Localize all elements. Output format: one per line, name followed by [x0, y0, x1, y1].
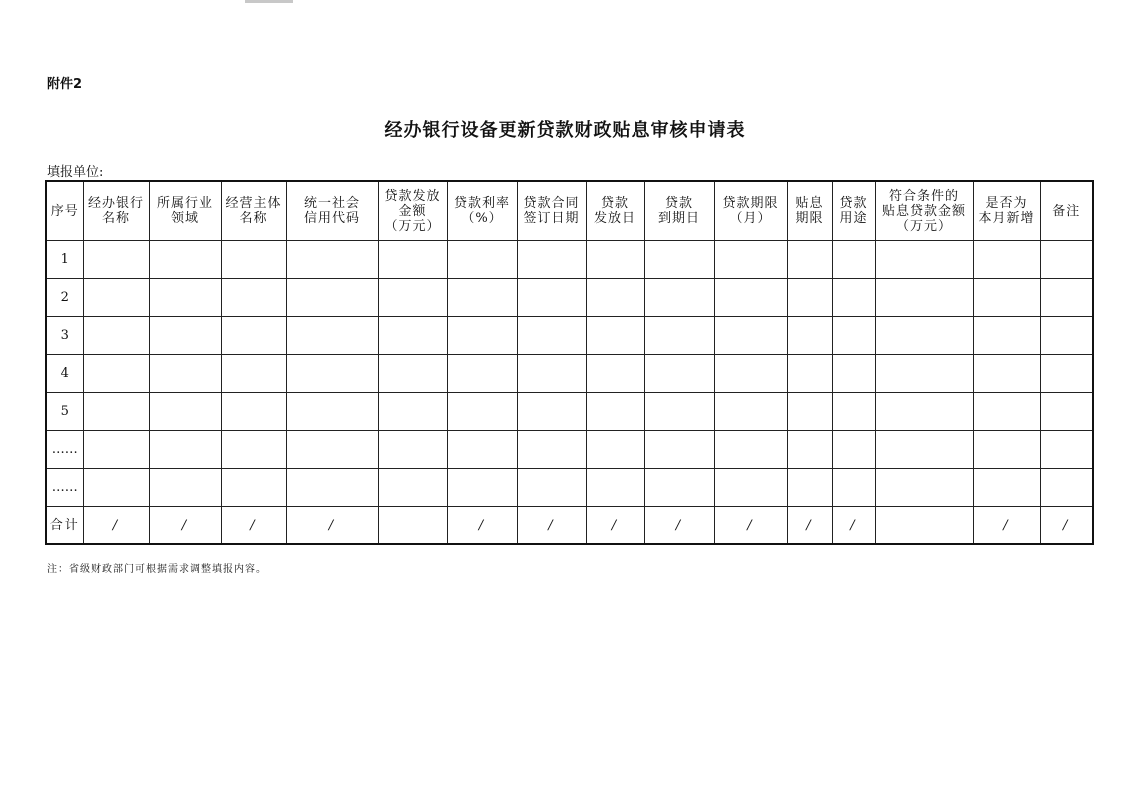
column-header-line: 贷款 — [664, 196, 693, 211]
column-header-line: 贴息贷款金额 — [881, 203, 966, 219]
form-title: 经办银行设备更新贷款财政贴息审核申请表 — [384, 120, 746, 141]
column-header — [973, 181, 1040, 241]
blank-cell[interactable] — [83, 279, 149, 317]
column-header-line: 贷款合同 — [523, 196, 580, 211]
blank-cell[interactable] — [875, 241, 973, 279]
blank-cell[interactable] — [447, 317, 517, 355]
blank-cell[interactable] — [973, 355, 1040, 393]
column-header-line: 贴息 — [795, 196, 824, 211]
blank-cell[interactable] — [517, 279, 586, 317]
blank-cell[interactable] — [714, 355, 787, 393]
blank-cell[interactable] — [1040, 431, 1093, 469]
blank-cell[interactable] — [447, 393, 517, 431]
column-header — [787, 181, 832, 241]
column-header-line: 贷款期限 — [722, 196, 779, 211]
attachment-label: 附件2 — [47, 77, 83, 92]
blank-cell[interactable] — [378, 279, 447, 317]
blank-cell[interactable] — [586, 355, 644, 393]
column-header — [378, 181, 447, 241]
blank-cell[interactable] — [644, 393, 714, 431]
blank-cell[interactable] — [586, 241, 644, 279]
column-header-line: 到期日 — [657, 211, 700, 226]
blank-cell[interactable] — [447, 279, 517, 317]
blank-cell[interactable] — [286, 431, 378, 469]
blank-cell[interactable] — [832, 469, 875, 507]
column-header-line: 贷款 — [839, 196, 868, 211]
blank-cell[interactable] — [221, 279, 286, 317]
total-cell[interactable] — [378, 507, 447, 545]
blank-cell[interactable] — [447, 431, 517, 469]
column-header — [832, 181, 875, 241]
column-header — [83, 181, 149, 241]
blank-cell[interactable] — [286, 279, 378, 317]
blank-cell[interactable] — [644, 317, 714, 355]
column-header-line: 签订日期 — [523, 211, 580, 226]
blank-cell[interactable] — [378, 393, 447, 431]
blank-cell[interactable] — [644, 241, 714, 279]
blank-cell[interactable] — [787, 241, 832, 279]
blank-cell[interactable] — [1040, 317, 1093, 355]
blank-cell[interactable] — [447, 241, 517, 279]
total-cell[interactable]: / — [83, 507, 149, 545]
column-header — [46, 181, 83, 241]
row-number: 2 — [46, 279, 83, 317]
column-header-line: 备注 — [1052, 203, 1081, 219]
table-row — [46, 279, 1093, 317]
column-header-line: 名称 — [239, 211, 268, 226]
total-cell[interactable] — [875, 507, 973, 545]
column-header-line: 发放日 — [593, 211, 636, 226]
column-header — [286, 181, 378, 241]
blank-cell[interactable] — [149, 317, 221, 355]
blank-cell[interactable] — [149, 469, 221, 507]
blank-cell[interactable] — [586, 279, 644, 317]
blank-cell[interactable] — [644, 279, 714, 317]
column-header-line: 名称 — [101, 211, 130, 226]
blank-cell[interactable] — [832, 393, 875, 431]
blank-cell[interactable] — [221, 317, 286, 355]
blank-cell[interactable] — [875, 393, 973, 431]
blank-cell[interactable] — [832, 241, 875, 279]
column-header — [517, 181, 586, 241]
column-header-line: 所属行业 — [156, 196, 213, 211]
blank-cell[interactable] — [149, 431, 221, 469]
blank-cell[interactable] — [875, 279, 973, 317]
blank-cell[interactable] — [714, 317, 787, 355]
total-cell[interactable]: / — [517, 507, 586, 545]
blank-cell[interactable] — [149, 241, 221, 279]
total-cell[interactable]: / — [787, 507, 832, 545]
blank-cell[interactable] — [644, 355, 714, 393]
blank-cell[interactable] — [586, 393, 644, 431]
column-header-line: 经办银行 — [87, 196, 144, 211]
column-header-line: 贷款利率 — [453, 196, 510, 211]
blank-cell[interactable] — [787, 279, 832, 317]
filling-unit-label: 填报单位: — [47, 165, 104, 180]
row-number: 5 — [46, 393, 83, 431]
blank-cell[interactable] — [83, 241, 149, 279]
column-header-line: （%） — [461, 211, 503, 226]
blank-cell[interactable] — [149, 279, 221, 317]
blank-cell[interactable] — [973, 469, 1040, 507]
column-header-line: 本月新增 — [978, 211, 1035, 226]
blank-cell[interactable] — [787, 469, 832, 507]
blank-cell[interactable] — [832, 431, 875, 469]
table-row — [46, 469, 1093, 507]
blank-cell[interactable] — [714, 469, 787, 507]
blank-cell[interactable] — [586, 469, 644, 507]
blank-cell[interactable] — [286, 317, 378, 355]
table-row — [46, 431, 1093, 469]
blank-cell[interactable] — [378, 317, 447, 355]
blank-cell[interactable] — [447, 469, 517, 507]
total-label: 合计 — [46, 507, 83, 545]
footnote: 注：省级财政部门可根据需求调整填报内容。 — [47, 564, 267, 575]
blank-cell[interactable] — [1040, 393, 1093, 431]
column-header — [221, 181, 286, 241]
blank-cell[interactable] — [714, 431, 787, 469]
blank-cell[interactable] — [149, 355, 221, 393]
column-header-line: 序号 — [50, 203, 79, 219]
blank-cell[interactable] — [517, 393, 586, 431]
blank-cell[interactable] — [221, 355, 286, 393]
blank-cell[interactable] — [973, 393, 1040, 431]
column-header-line: 贷款 — [600, 196, 629, 211]
column-header-line: 金额 — [398, 203, 427, 219]
row-number: …… — [46, 431, 83, 469]
row-number: 3 — [46, 317, 83, 355]
blank-cell[interactable] — [83, 469, 149, 507]
total-cell[interactable]: / — [221, 507, 286, 545]
column-header-line: 符合条件的 — [888, 188, 959, 204]
blank-cell[interactable] — [787, 317, 832, 355]
total-row — [46, 507, 1093, 545]
blank-cell[interactable] — [586, 431, 644, 469]
blank-cell[interactable] — [714, 241, 787, 279]
column-header-line: 期限 — [795, 211, 824, 226]
column-header — [714, 181, 787, 241]
blank-cell[interactable] — [221, 241, 286, 279]
blank-cell[interactable] — [83, 431, 149, 469]
total-cell[interactable]: / — [286, 507, 378, 545]
blank-cell[interactable] — [83, 393, 149, 431]
blank-cell[interactable] — [973, 279, 1040, 317]
blank-cell[interactable] — [973, 317, 1040, 355]
column-header-line: （万元） — [895, 218, 952, 234]
blank-cell[interactable] — [875, 355, 973, 393]
blank-cell[interactable] — [832, 279, 875, 317]
blank-cell[interactable] — [378, 355, 447, 393]
blank-cell[interactable] — [286, 469, 378, 507]
blank-cell[interactable] — [644, 469, 714, 507]
blank-cell[interactable] — [1040, 355, 1093, 393]
blank-cell[interactable] — [517, 355, 586, 393]
column-header-line: 是否为 — [985, 196, 1028, 211]
blank-cell[interactable] — [221, 469, 286, 507]
column-header-line: 贷款发放 — [384, 188, 441, 204]
total-cell[interactable]: / — [832, 507, 875, 545]
blank-cell[interactable] — [517, 431, 586, 469]
blank-cell[interactable] — [1040, 469, 1093, 507]
blank-cell[interactable] — [221, 431, 286, 469]
total-cell[interactable]: / — [714, 507, 787, 545]
blank-cell[interactable] — [973, 431, 1040, 469]
header-row — [46, 181, 1093, 241]
column-header — [586, 181, 644, 241]
column-header — [644, 181, 714, 241]
column-header-line: 信用代码 — [303, 211, 360, 226]
blank-cell[interactable] — [286, 355, 378, 393]
blank-cell[interactable] — [378, 431, 447, 469]
blank-cell[interactable] — [644, 431, 714, 469]
blank-cell[interactable] — [1040, 241, 1093, 279]
blank-cell[interactable] — [787, 431, 832, 469]
blank-cell[interactable] — [286, 393, 378, 431]
column-header — [875, 181, 973, 241]
blank-cell[interactable] — [714, 279, 787, 317]
total-cell[interactable]: / — [973, 507, 1040, 545]
blank-cell[interactable] — [286, 241, 378, 279]
column-header-line: 用途 — [839, 211, 868, 226]
blank-cell[interactable] — [1040, 279, 1093, 317]
column-header-line: （月） — [729, 211, 772, 226]
blank-cell[interactable] — [517, 317, 586, 355]
column-header-line: 领域 — [170, 211, 199, 226]
table-row — [46, 393, 1093, 431]
blank-cell[interactable] — [973, 241, 1040, 279]
table-row — [46, 241, 1093, 279]
column-header — [149, 181, 221, 241]
table-row — [46, 355, 1093, 393]
column-header-line: 统一社会 — [303, 196, 360, 211]
application-table — [45, 180, 1094, 545]
blank-cell[interactable] — [378, 241, 447, 279]
column-header — [1040, 181, 1093, 241]
column-header — [447, 181, 517, 241]
blank-cell[interactable] — [787, 355, 832, 393]
table-row — [46, 317, 1093, 355]
total-cell[interactable]: / — [447, 507, 517, 545]
blank-cell[interactable] — [83, 317, 149, 355]
blank-cell[interactable] — [221, 393, 286, 431]
blank-cell[interactable] — [832, 355, 875, 393]
total-cell[interactable]: / — [644, 507, 714, 545]
row-number: …… — [46, 469, 83, 507]
blank-cell[interactable] — [787, 393, 832, 431]
blank-cell[interactable] — [832, 317, 875, 355]
blank-cell[interactable] — [83, 355, 149, 393]
blank-cell[interactable] — [149, 393, 221, 431]
column-header-line: 经营主体 — [225, 196, 282, 211]
blank-cell[interactable] — [447, 355, 517, 393]
blank-cell[interactable] — [586, 317, 644, 355]
row-number: 4 — [46, 355, 83, 393]
blank-cell[interactable] — [517, 469, 586, 507]
scan-artifact — [245, 0, 293, 3]
blank-cell[interactable] — [875, 469, 973, 507]
total-cell[interactable]: / — [1040, 507, 1093, 545]
blank-cell[interactable] — [517, 241, 586, 279]
column-header-line: （万元） — [384, 218, 441, 234]
blank-cell[interactable] — [378, 469, 447, 507]
total-cell[interactable]: / — [149, 507, 221, 545]
row-number: 1 — [46, 241, 83, 279]
blank-cell[interactable] — [875, 431, 973, 469]
total-cell[interactable]: / — [586, 507, 644, 545]
blank-cell[interactable] — [875, 317, 973, 355]
blank-cell[interactable] — [714, 393, 787, 431]
